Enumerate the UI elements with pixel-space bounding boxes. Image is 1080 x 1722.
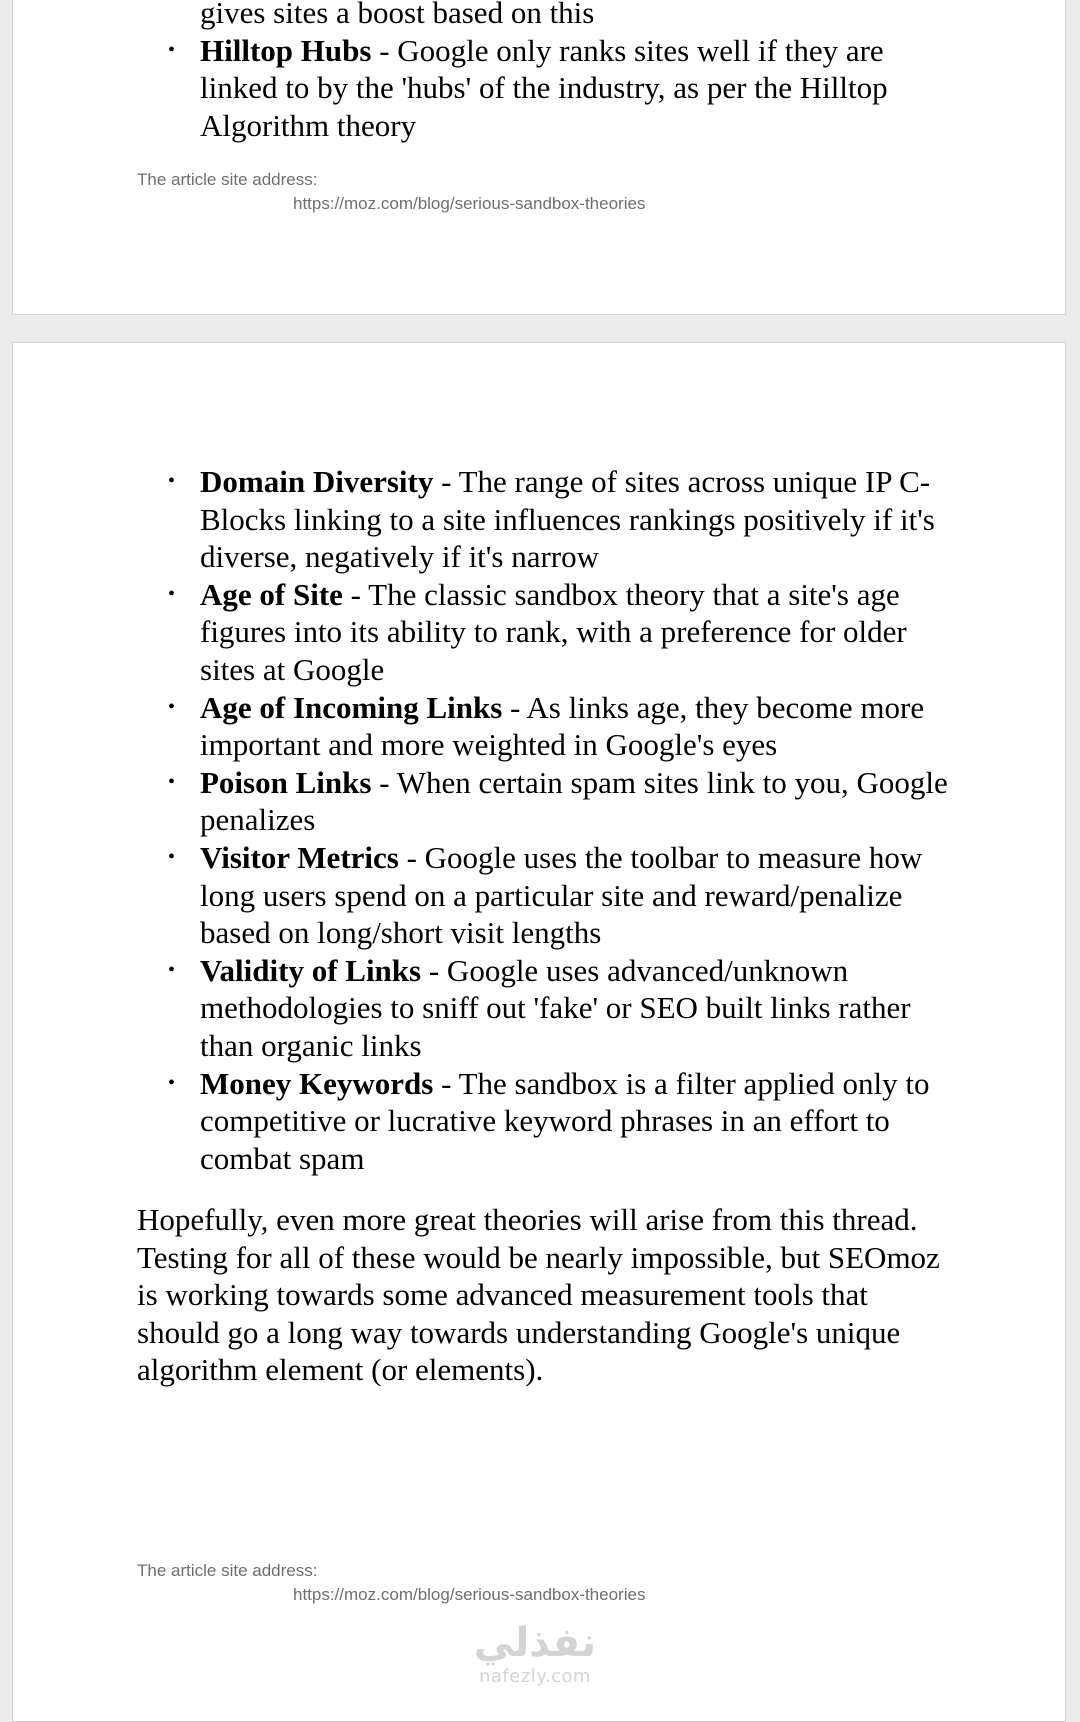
bullet-icon: •: [168, 845, 176, 868]
list-item: [13, 839, 1065, 952]
list-item-description: - The classic sandbox theory that a site's age figures into its ability to rank, with a preference for older sites at Google: [200, 576, 907, 687]
list-item-continuation: [13, 0, 1065, 32]
bullet-icon: •: [168, 958, 176, 981]
list-item: [13, 689, 1065, 764]
document-page-2: [12, 342, 1066, 1722]
bullet-icon: •: [168, 582, 176, 605]
bullet-list: [13, 0, 1065, 144]
document-page-1: [12, 0, 1066, 315]
bullet-icon: •: [168, 470, 176, 492]
list-item: [13, 952, 1065, 1065]
list-item-description: - The sandbox is a filter applied only to competitive or lucrative keyword phrases in an effort to combat spam: [200, 1065, 930, 1176]
list-item-term: Validity of Links: [200, 952, 422, 988]
source-url: https://moz.com/blog/serious-sandbox-theories: [293, 1585, 646, 1604]
list-item-term: Visitor Metrics: [200, 839, 399, 875]
list-item-term: Money Keywords: [200, 1065, 434, 1101]
list-item-description: - As links age, they become more important and more weighted in Google's eyes: [200, 689, 925, 763]
list-item-term: Age of Site: [200, 576, 343, 612]
list-item-term: Age of Incoming Links: [200, 689, 503, 725]
list-item-term: Domain Diversity: [200, 464, 434, 499]
list-item: [13, 1065, 1065, 1178]
closing-paragraph: Hopefully, even more great theories will arise from this thread. Testing for all of these would be nearly impossible, but SEOmoz is working towards some advanced measurement tools that should go a long way towards understanding Google's unique algorithm element (or elements).: [137, 1202, 940, 1388]
bullet-icon: •: [168, 770, 176, 793]
bullet-icon: •: [168, 1071, 176, 1094]
list-item-term: Poison Links: [200, 764, 372, 800]
list-item-description: - Google uses advanced/unknown methodologies to sniff out 'fake' or SEO built links rather than organic links: [200, 952, 911, 1063]
list-item: [13, 576, 1065, 689]
list-item-description: - Google uses the toolbar to measure how long users spend on a particular site and reward/penalize based on long/short visit lengths: [200, 839, 923, 951]
bullet-icon: •: [168, 38, 176, 61]
list-item-description: - When certain spam sites link to you, Google penalizes: [200, 764, 948, 838]
source-url: https://moz.com/blog/serious-sandbox-theories: [293, 194, 646, 213]
list-item-text: gives sites a boost based on this: [200, 0, 595, 30]
list-item: [13, 463, 1065, 576]
source-label: The article site address:: [137, 170, 318, 189]
watermark-url: nafezly.com: [478, 1666, 592, 1687]
source-label: The article site address:: [137, 1561, 318, 1580]
list-item: [13, 764, 1065, 839]
list-item-description: - The range of sites across unique IP C-Blocks linking to a site influences rankings positively if it's diverse, negatively if it's narrow: [200, 464, 935, 575]
list-item-description: - Google only ranks sites well if they are linked to by the 'hubs' of the industry, as per the Hilltop Algorithm theory: [200, 32, 888, 143]
list-item-term: Hilltop Hubs: [200, 32, 372, 68]
list-item: [13, 32, 1065, 145]
bullet-list: [13, 463, 1065, 1177]
bullet-icon: •: [168, 695, 176, 718]
watermark-logo: نفذلي: [473, 1620, 597, 1666]
